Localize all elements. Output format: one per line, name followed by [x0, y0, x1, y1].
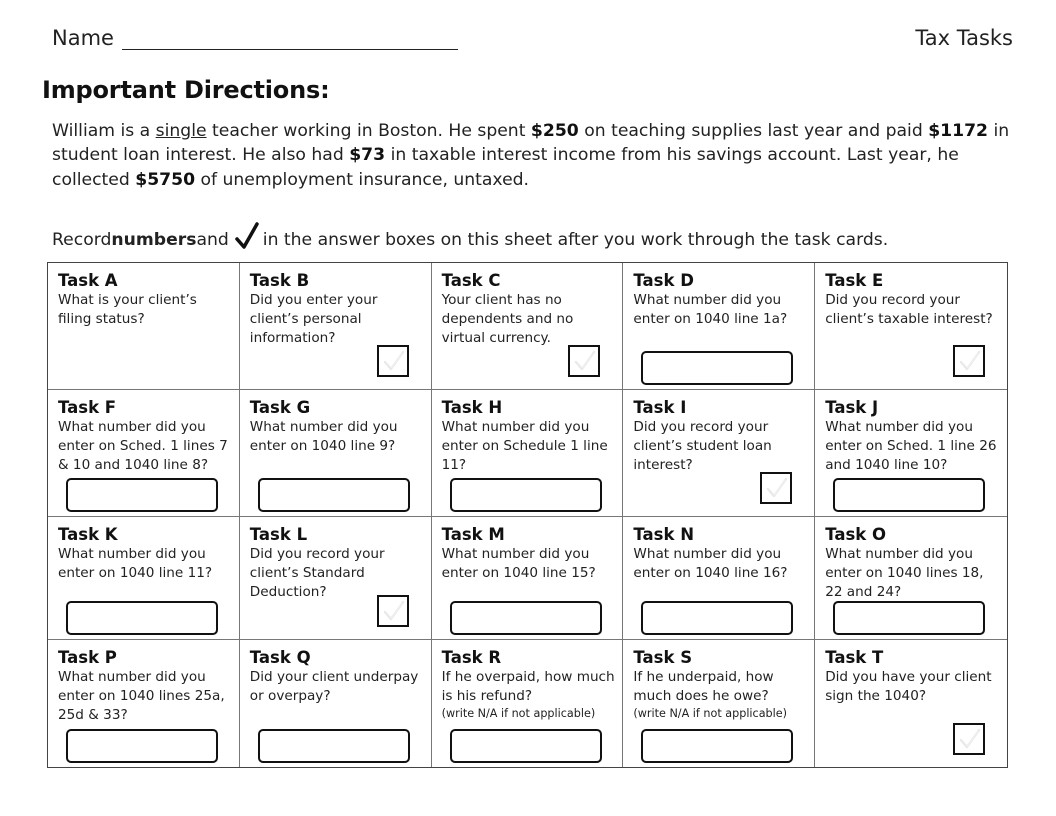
task-question: What number did you enter on 1040 line 15?	[441, 546, 596, 581]
task-card-p	[48, 640, 240, 767]
answer-box[interactable]	[450, 729, 602, 763]
task-title: Task G	[249, 398, 311, 417]
checkmark-icon	[235, 222, 259, 250]
answer-box[interactable]	[66, 601, 218, 635]
task-title: Task I	[633, 398, 687, 417]
task-note: (write N/A if not applicable)	[633, 707, 788, 720]
task-title: Task O	[825, 525, 887, 544]
checkmark-icon	[958, 727, 982, 751]
task-question: What number did you enter on 1040 lines 25a, 25d & 33?	[58, 669, 225, 723]
task-card-j	[815, 390, 1007, 517]
task-note: (write N/A if not applicable)	[441, 707, 596, 720]
answer-box[interactable]	[450, 601, 602, 635]
answer-box[interactable]	[66, 729, 218, 763]
task-question: If he overpaid, how much is his refund?	[441, 669, 615, 704]
task-card-o	[815, 517, 1007, 640]
task-card-d	[623, 263, 815, 390]
name-field-label	[52, 26, 458, 50]
check-box[interactable]	[568, 345, 600, 377]
task-title: Task S	[633, 648, 693, 667]
task-card-m	[432, 517, 624, 640]
task-card-k	[48, 517, 240, 640]
task-question: Did you enter your client’s personal information?	[249, 292, 378, 346]
task-question: What number did you enter on 1040 lines 18, 22 and 24?	[825, 546, 984, 600]
name-label: Name	[52, 26, 114, 50]
task-card-s	[623, 640, 815, 767]
answer-box[interactable]	[833, 601, 985, 635]
loan-interest-amount: $1172	[928, 121, 988, 141]
task-title: Task F	[58, 398, 117, 417]
task-question: What number did you enter on 1040 line 1a?	[633, 292, 788, 327]
task-question: Did you record your client’s taxable interest?	[825, 292, 993, 327]
answer-box[interactable]	[833, 478, 985, 512]
filing-status-single: single	[155, 121, 207, 141]
task-card-e	[815, 263, 1007, 390]
checkmark-icon	[765, 476, 789, 500]
task-card-c	[432, 263, 624, 390]
answer-box[interactable]	[66, 478, 218, 512]
check-box[interactable]	[377, 345, 409, 377]
check-box[interactable]	[377, 595, 409, 627]
task-question: If he underpaid, how much does he owe?	[633, 669, 774, 704]
task-title: Task H	[441, 398, 503, 417]
task-card-l	[240, 517, 432, 640]
task-question: What number did you enter on 1040 line 16?	[633, 546, 788, 581]
task-card-h	[432, 390, 624, 517]
task-title: Task R	[441, 648, 502, 667]
task-question: What number did you enter on 1040 line 9?	[249, 419, 398, 454]
taxable-interest-amount: $73	[349, 145, 386, 166]
unemployment-amount: $5750	[135, 169, 196, 190]
task-card-b	[240, 263, 432, 390]
supplies-amount: $250	[530, 121, 579, 141]
task-title: Task J	[825, 398, 879, 417]
task-question: Did your client underpay or overpay?	[249, 669, 419, 704]
task-question: What number did you enter on Sched. 1 line 26 and 1040 line 10?	[825, 419, 997, 473]
task-question: Your client has no dependents and no virtual currency.	[441, 292, 574, 346]
task-question: What number did you enter on Schedule 1 line 11?	[441, 419, 608, 473]
task-title: Task E	[825, 271, 884, 290]
task-question: What is your client’s filing status?	[58, 292, 197, 327]
checkmark-icon	[958, 349, 982, 373]
task-title: Task C	[441, 271, 501, 290]
task-card-g	[240, 390, 432, 517]
task-title: Task P	[58, 648, 117, 667]
task-card-n	[623, 517, 815, 640]
task-title: Task T	[825, 648, 884, 667]
task-question: Did you record your client’s Standard Deduction?	[249, 546, 385, 600]
record-instructions: Record numbers and in the answer boxes on this sheet after you work through the task cards.	[52, 222, 1042, 250]
answer-box[interactable]	[258, 729, 410, 763]
checkmark-icon	[382, 599, 406, 623]
numbers-emphasis: numbers	[111, 230, 197, 250]
task-card-r	[432, 640, 624, 767]
task-title: Task B	[249, 271, 310, 290]
task-title: Task A	[58, 271, 118, 290]
answer-box[interactable]	[641, 601, 793, 635]
task-grid	[47, 262, 1008, 768]
task-title: Task M	[441, 525, 505, 544]
task-question: Did you record your client’s student loan interest?	[633, 419, 772, 473]
task-card-t	[815, 640, 1007, 767]
task-title: Task K	[58, 525, 118, 544]
task-title: Task Q	[249, 648, 311, 667]
task-title: Task N	[633, 525, 695, 544]
task-card-f	[48, 390, 240, 517]
directions-heading: Important Directions:	[42, 76, 330, 104]
directions-paragraph: William is a single teacher working in Boston. He spent $250 on teaching supplies last year and paid $1172 in student loan interest. He also had $73 in taxable interest income from his savings account. Last year, he collected $5750 of unemployment insurance, untaxed.	[52, 121, 1010, 190]
checkmark-icon	[382, 349, 406, 373]
task-question: What number did you enter on Sched. 1 lines 7 & 10 and 1040 line 8?	[58, 419, 228, 473]
task-card-q	[240, 640, 432, 767]
check-box[interactable]	[953, 345, 985, 377]
answer-box[interactable]	[641, 351, 793, 385]
answer-box[interactable]	[258, 478, 410, 512]
task-title: Task D	[633, 271, 694, 290]
task-title: Task L	[249, 525, 308, 544]
check-box[interactable]	[953, 723, 985, 755]
check-box[interactable]	[760, 472, 792, 504]
task-card-i	[623, 390, 815, 517]
task-question: What number did you enter on 1040 line 11?	[58, 546, 213, 581]
page-title: Tax Tasks	[915, 26, 1013, 50]
checkmark-icon	[573, 349, 597, 373]
name-line[interactable]	[122, 29, 458, 50]
task-card-a	[48, 263, 240, 390]
task-question: Did you have your client sign the 1040?	[825, 669, 992, 704]
answer-box[interactable]	[641, 729, 793, 763]
answer-box[interactable]	[450, 478, 602, 512]
